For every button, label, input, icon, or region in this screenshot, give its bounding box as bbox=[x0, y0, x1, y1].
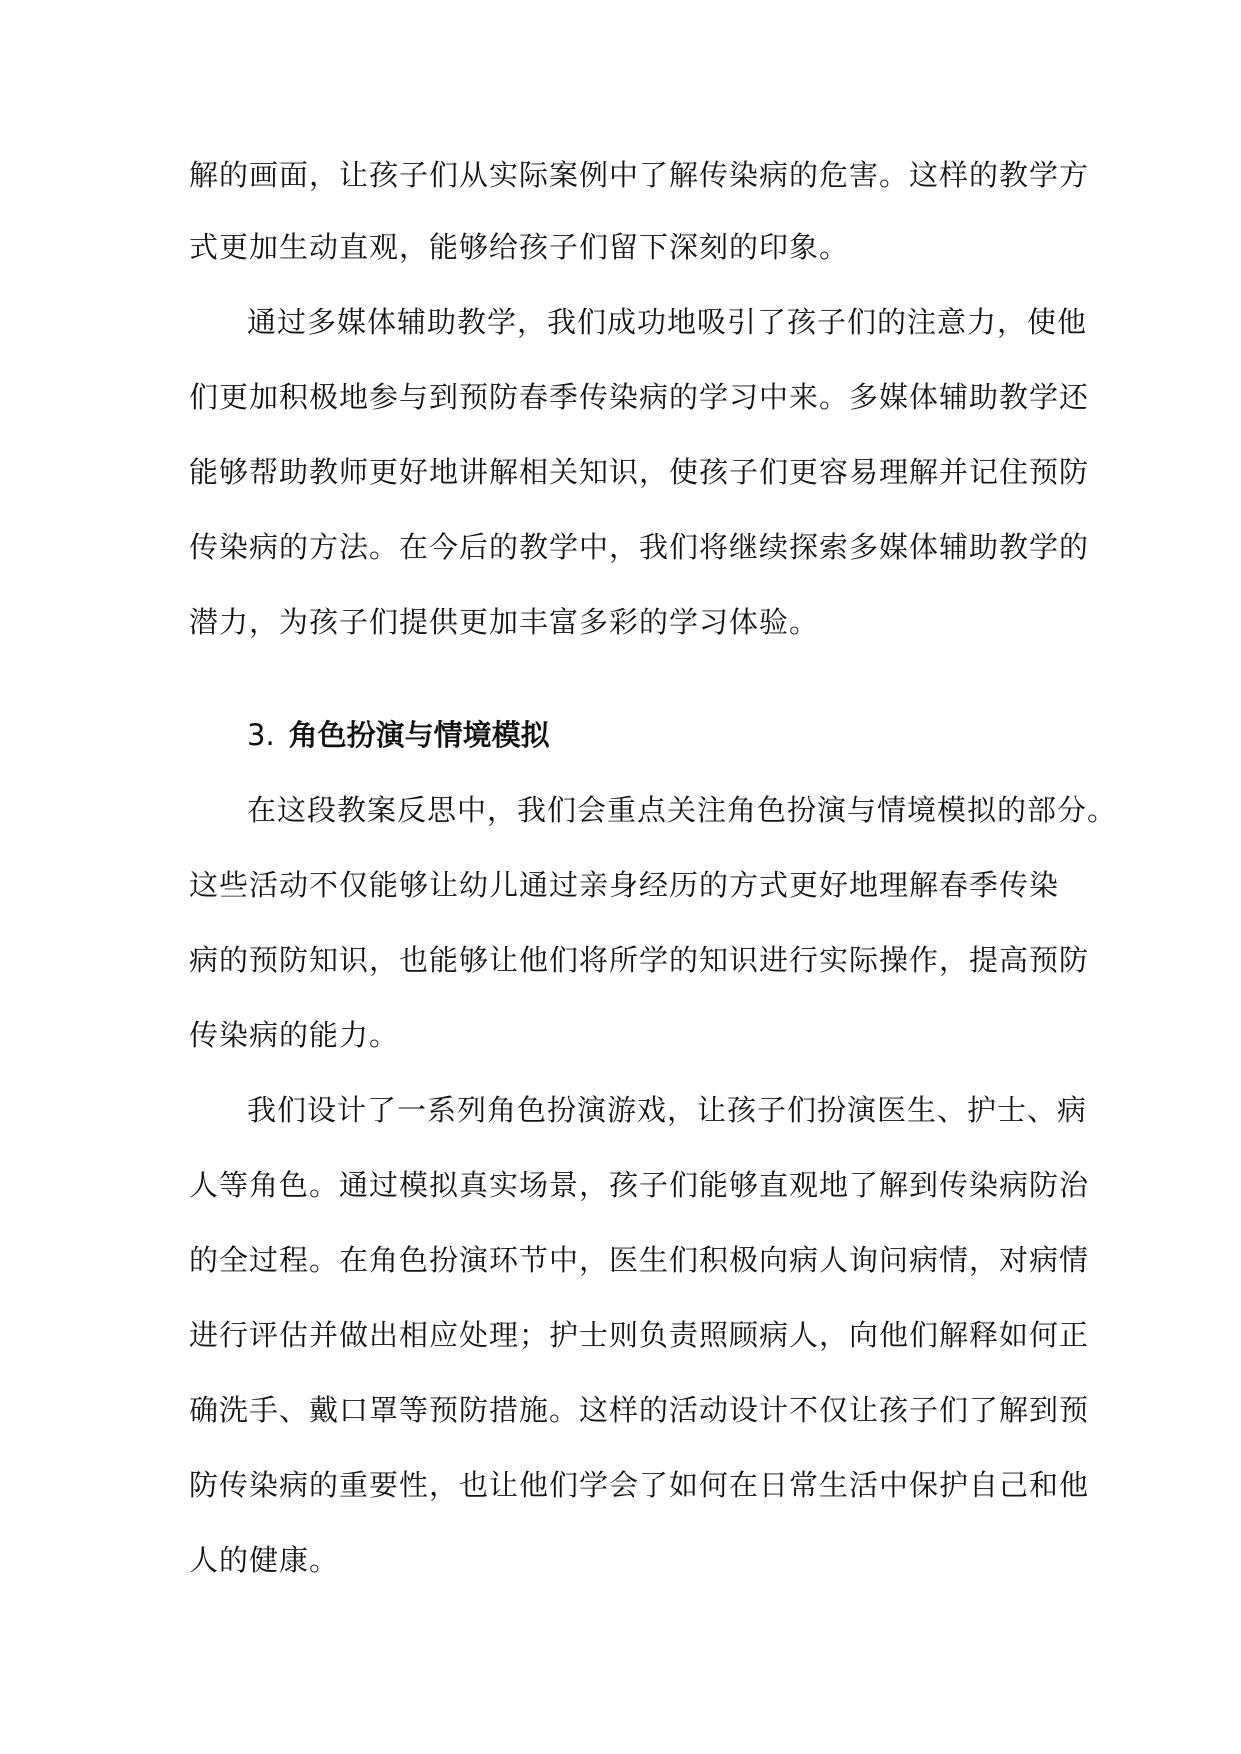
text-line: 传染病的方法。在今后的教学中，我们将继续探索多媒体辅助教学的 bbox=[189, 530, 1090, 564]
text-line: 们更加积极地参与到预防春季传染病的学习中来。多媒体辅助教学还 bbox=[189, 380, 1090, 414]
text-line: 防传染病的重要性，也让他们学会了如何在日常生活中保护自己和他 bbox=[189, 1468, 1090, 1502]
text-line: 通过多媒体辅助教学，我们成功地吸引了孩子们的注意力，使他 bbox=[247, 305, 1088, 339]
text-line: 这些活动不仅能够让幼儿通过亲身经历的方式更好地理解春季传染 bbox=[189, 868, 1060, 902]
text-line: 解的画面，让孩子们从实际案例中了解传染病的危害。这样的教学方 bbox=[189, 158, 1090, 192]
text-line: 病的预防知识，也能够让他们将所学的知识进行实际操作，提高预防 bbox=[189, 943, 1090, 977]
text-line: 在这段教案反思中，我们会重点关注角色扮演与情境模拟的部分。 bbox=[247, 793, 1118, 827]
text-line: 人等角色。通过模拟真实场景，孩子们能够直观地了解到传染病防治 bbox=[189, 1168, 1090, 1202]
text-line: 传染病的能力。 bbox=[189, 1018, 400, 1052]
text-line: 的全过程。在角色扮演环节中，医生们积极向病人询问病情，对病情 bbox=[189, 1243, 1090, 1277]
text-line: 人的健康。 bbox=[189, 1543, 340, 1577]
text-line: 进行评估并做出相应处理；护士则负责照顾病人，向他们解释如何正 bbox=[189, 1318, 1090, 1352]
text-line: 式更加生动直观，能够给孩子们留下深刻的印象。 bbox=[189, 230, 850, 264]
text-line: 我们设计了一系列角色扮演游戏，让孩子们扮演医生、护士、病 bbox=[247, 1093, 1088, 1127]
section-title: 角色扮演与情境模拟 bbox=[288, 718, 550, 752]
text-line: 确洗手、戴口罩等预防措施。这样的活动设计不仅让孩子们了解到预 bbox=[189, 1393, 1090, 1427]
section-number: 3. bbox=[247, 718, 275, 752]
section-heading bbox=[247, 715, 550, 755]
text-line: 潜力，为孩子们提供更加丰富多彩的学习体验。 bbox=[189, 605, 820, 639]
text-line: 能够帮助教师更好地讲解相关知识，使孩子们更容易理解并记住预防 bbox=[189, 455, 1090, 489]
